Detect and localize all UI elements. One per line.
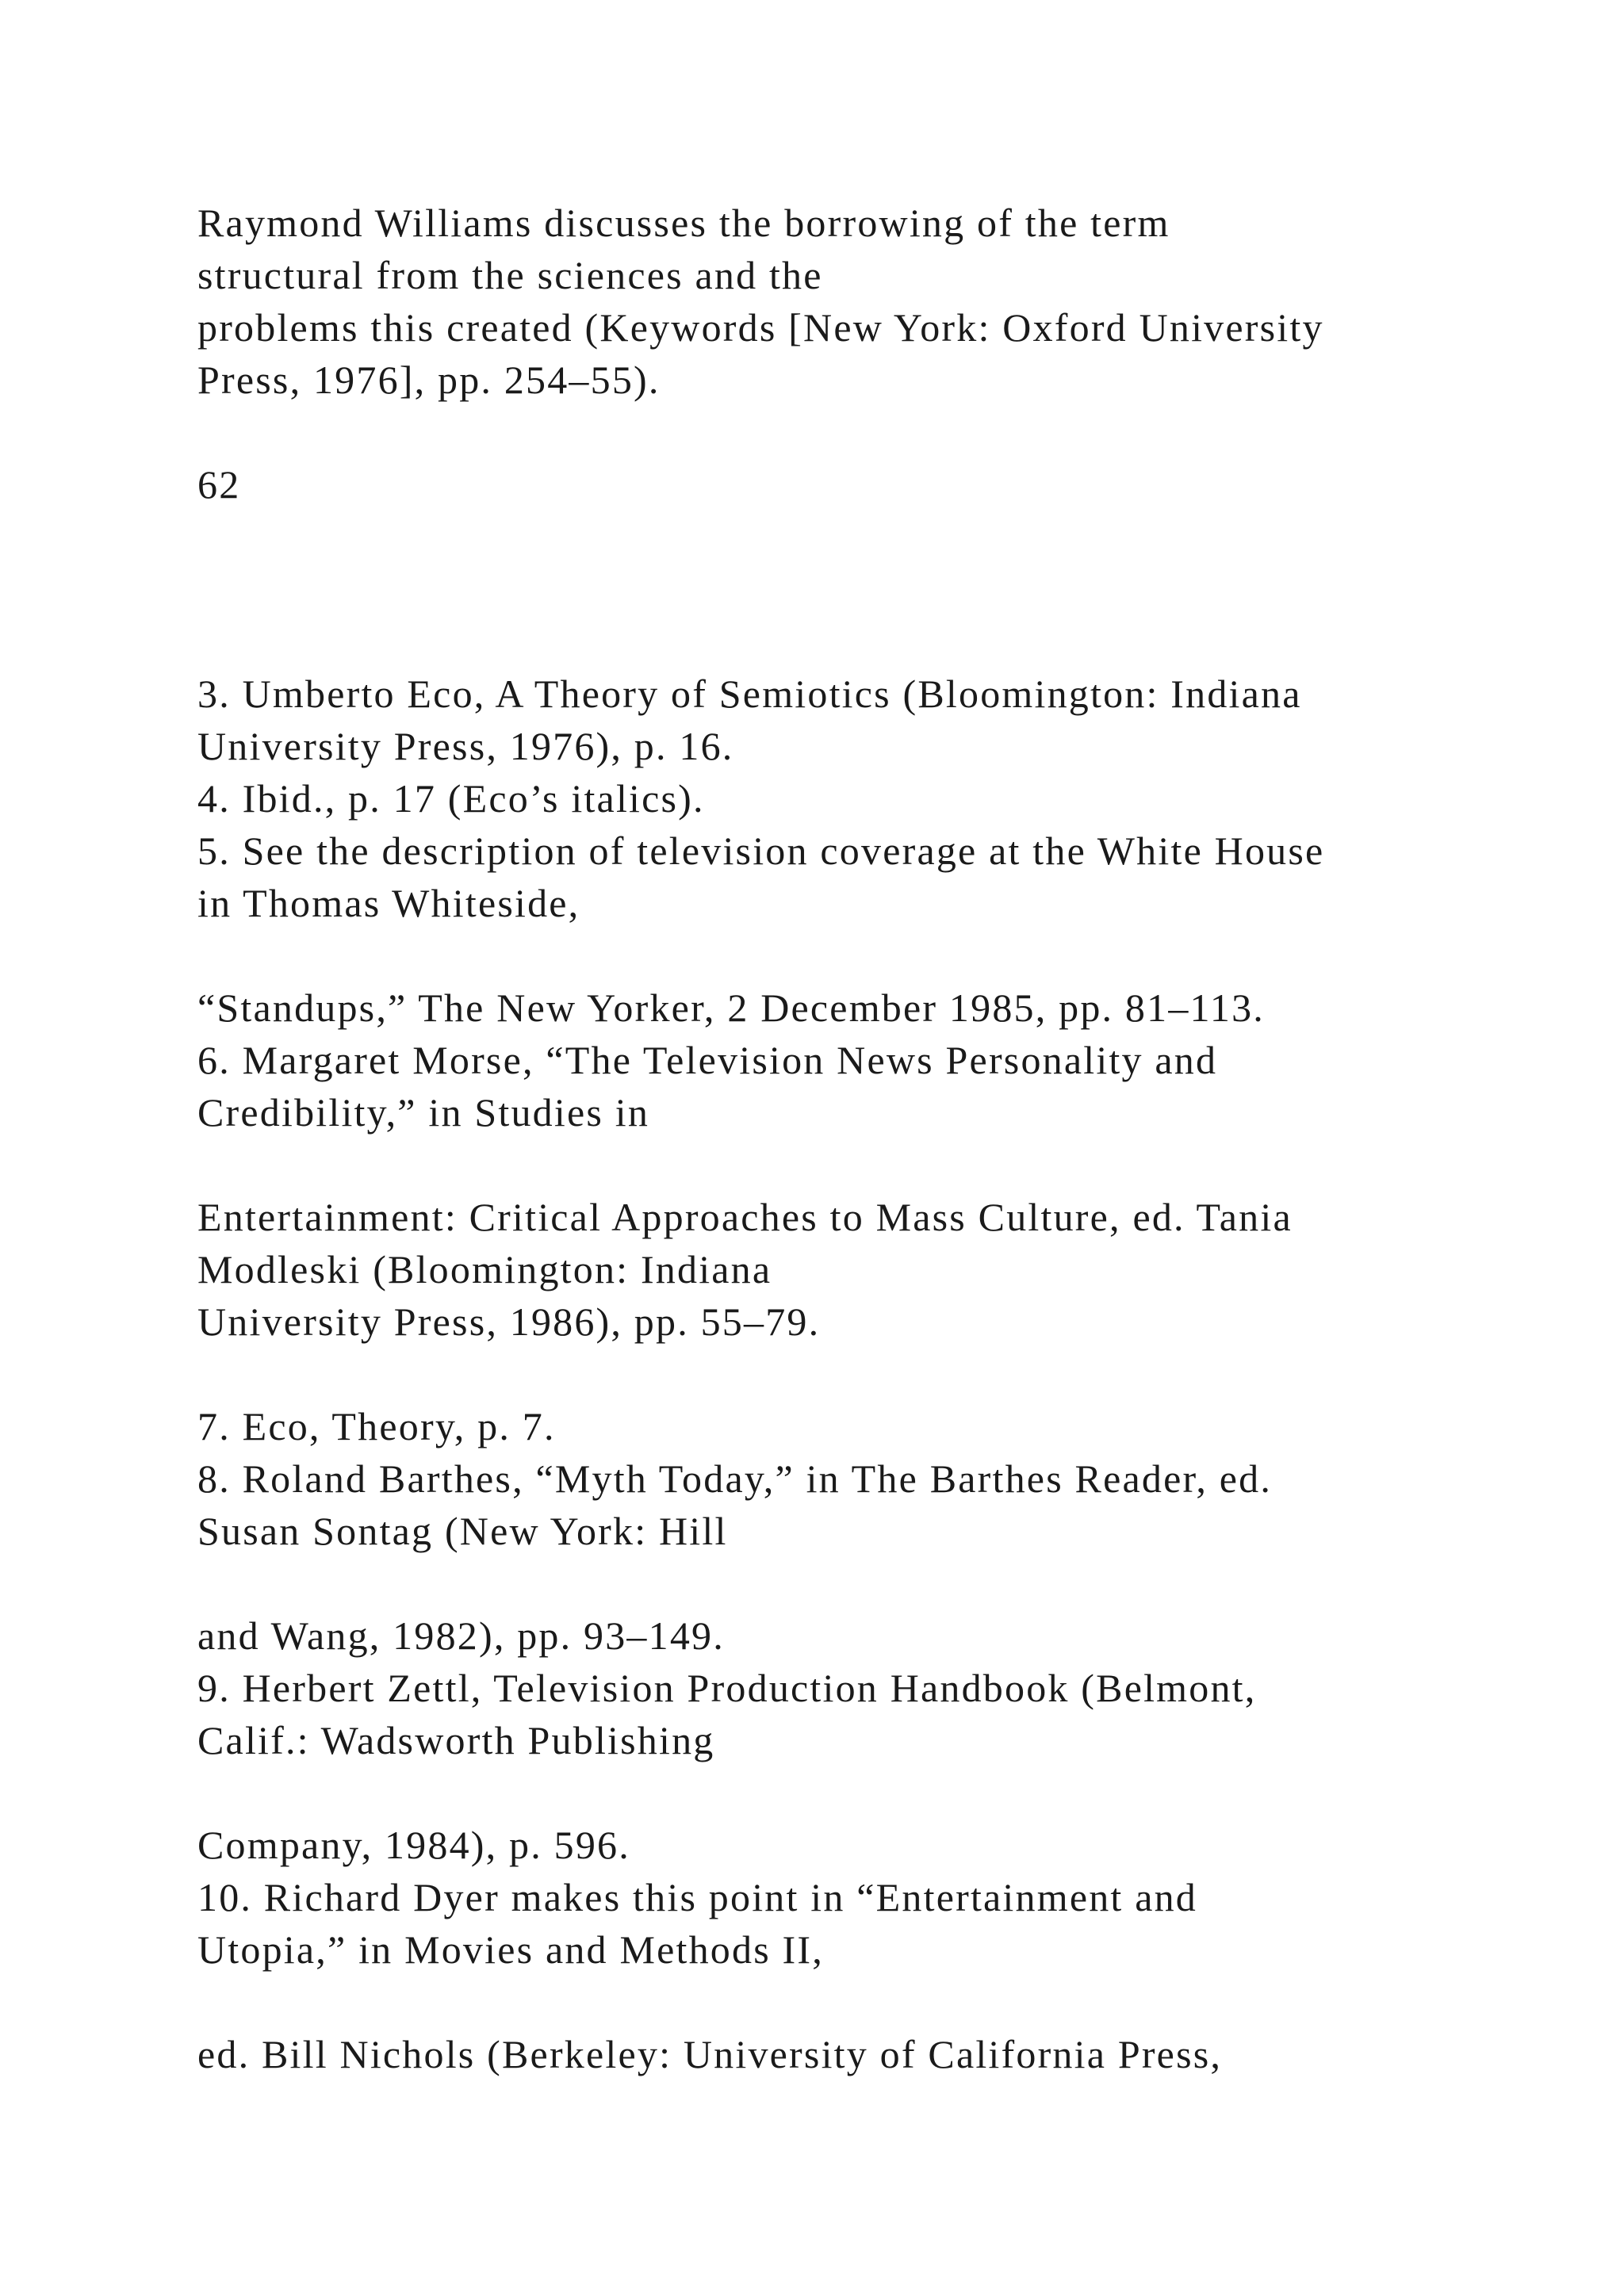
text-line: and Wang, 1982), pp. 93–149.: [197, 1613, 725, 1658]
text-line: in Thomas Whiteside,: [197, 881, 580, 925]
text-line: Utopia,” in Movies and Methods II,: [197, 1927, 824, 1972]
text-line: structural from the sciences and the: [197, 253, 823, 297]
text-line: 6. Margaret Morse, “The Television News Personality and: [197, 1038, 1218, 1082]
text-line: “Standups,” The New Yorker, 2 December 1985, pp. 81–113.: [197, 985, 1265, 1030]
text-line: 5. See the description of television coverage at the White House: [197, 828, 1325, 873]
text-line: problems this created (Keywords [New York: Oxford University: [197, 305, 1324, 350]
text-line: Credibility,” in Studies in: [197, 1090, 650, 1135]
text-line: ed. Bill Nichols (Berkeley: University of California Press,: [197, 2032, 1223, 2076]
text-line: Raymond Williams discusses the borrowing of the term: [197, 201, 1170, 245]
text-line: Company, 1984), p. 596.: [197, 1823, 630, 1867]
text-line: Calif.: Wadsworth Publishing: [197, 1718, 715, 1762]
text-line: Modleski (Bloomington: Indiana: [197, 1247, 772, 1292]
text-line: University Press, 1986), pp. 55–79.: [197, 1299, 821, 1344]
text-line: 7. Eco, Theory, p. 7.: [197, 1404, 556, 1448]
text-line: Press, 1976], pp. 254–55).: [197, 358, 661, 402]
text-line: University Press, 1976), p. 16.: [197, 724, 734, 768]
text-line: 8. Roland Barthes, “Myth Today,” in The Barthes Reader, ed.: [197, 1456, 1273, 1501]
page-number: 62: [197, 462, 241, 507]
text-line: Entertainment: Critical Approaches to Mass Culture, ed. Tania: [197, 1195, 1293, 1239]
text-line: Susan Sontag (New York: Hill: [197, 1509, 728, 1553]
text-line: 4. Ibid., p. 17 (Eco’s italics).: [197, 776, 705, 821]
text-line: 9. Herbert Zettl, Television Production Handbook (Belmont,: [197, 1666, 1257, 1710]
text-line: 3. Umberto Eco, A Theory of Semiotics (Bloomington: Indiana: [197, 672, 1302, 716]
text-line: 10. Richard Dyer makes this point in “Entertainment and: [197, 1875, 1197, 1919]
